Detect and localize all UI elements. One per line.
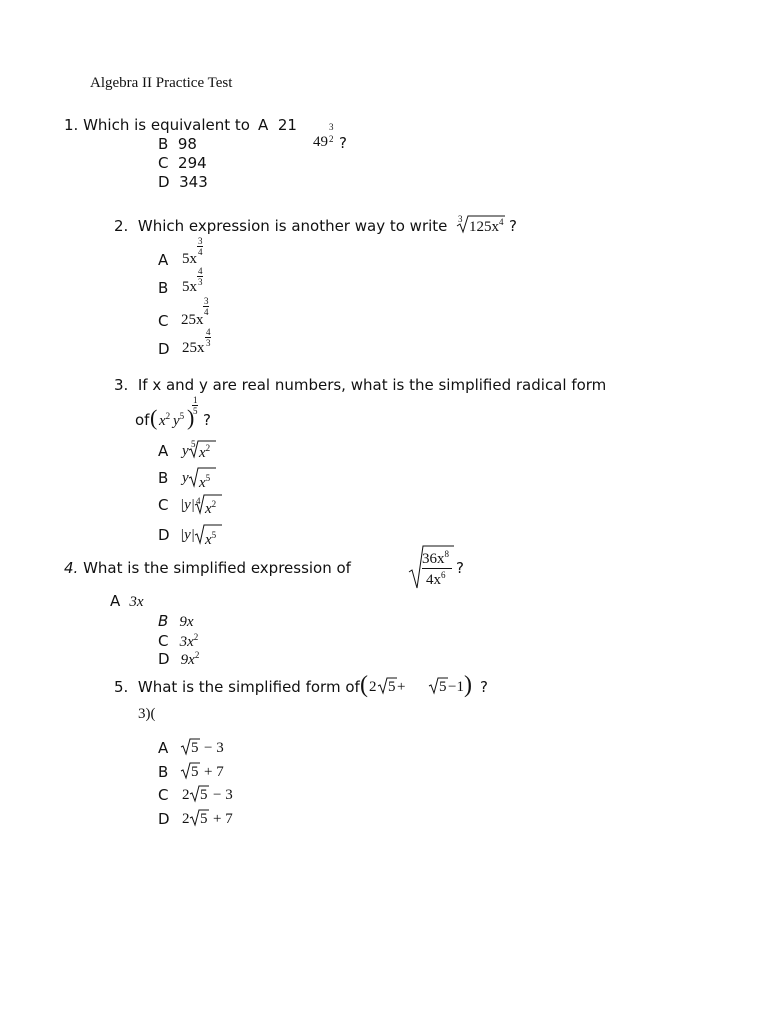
choice-suffix: − 3 xyxy=(204,740,224,756)
choice-radicand xyxy=(199,443,210,462)
choice-suffix: + 7 xyxy=(204,764,224,780)
question-3-text: If x and y are real numbers, what is the simplified radical form xyxy=(137,376,607,394)
choice-exp-num: 4 xyxy=(206,327,211,337)
q4-choice-a xyxy=(110,591,144,611)
choice-letter: D xyxy=(158,340,170,358)
question-4-number: 4. xyxy=(64,559,79,577)
q3-choice-c xyxy=(158,490,278,516)
choice-letter: C xyxy=(158,632,169,650)
left-paren: ( xyxy=(360,672,368,698)
q4-numerator-exp: 8 xyxy=(444,549,449,559)
q3-choice-a xyxy=(158,436,278,460)
question-5-number: 5. xyxy=(114,678,129,696)
choice-value: 98 xyxy=(177,135,197,153)
choice-letter: B xyxy=(158,279,169,297)
choice-radicand: 5 xyxy=(200,811,208,827)
q3-outer-exp-num: 1 xyxy=(193,395,198,405)
choice-suffix: + 7 xyxy=(213,811,233,827)
q5-choice-a xyxy=(158,737,278,759)
choice-value xyxy=(129,594,143,610)
question-2-stem xyxy=(114,217,447,235)
question-1-text: Which is equivalent to xyxy=(83,116,250,134)
q4-numerator xyxy=(422,549,449,568)
page-title: Algebra II Practice Test xyxy=(90,75,233,91)
q2-radicand xyxy=(469,217,504,236)
question-4-stem xyxy=(64,559,351,577)
q3-x-exp: 2 xyxy=(165,411,171,421)
choice-prefix: |y| xyxy=(180,497,195,513)
choice-letter: C xyxy=(158,154,169,172)
q5-left-radicand: 5 xyxy=(388,679,396,695)
question-4-text: What is the simplified expression of xyxy=(83,559,351,577)
choice-value-text: 3x xyxy=(129,594,144,610)
choice-root-index: 5 xyxy=(191,439,196,449)
q3-expression xyxy=(135,395,245,431)
choice-coef: 5x xyxy=(182,279,197,295)
choice-letter: A xyxy=(158,739,169,757)
choice-exp: 2 xyxy=(194,650,200,660)
choice-letter: B xyxy=(158,763,169,781)
q4-choice-b xyxy=(158,611,194,631)
q5-stray-fragment xyxy=(138,706,156,723)
radicand-var: x xyxy=(199,475,206,491)
q5-choice-b xyxy=(158,761,278,783)
choice-letter: A xyxy=(158,251,169,269)
choice-prefix: y xyxy=(182,470,189,486)
choice-letter: A xyxy=(258,116,269,134)
q5-stray-text: 3)( xyxy=(138,706,156,722)
q1-choice-a xyxy=(258,116,297,134)
q4-denominator xyxy=(426,570,446,589)
choice-suffix: − 3 xyxy=(213,787,233,803)
choice-exp: 2 xyxy=(193,632,199,642)
q2-choice-a xyxy=(158,236,258,269)
q1-choice-d xyxy=(158,173,208,191)
q5-choice-d xyxy=(158,808,278,830)
question-5-text: What is the simplified form of xyxy=(137,678,360,696)
q3-y-exp: 5 xyxy=(179,411,185,421)
choice-exp-num: 4 xyxy=(198,266,203,276)
q4-choice-c xyxy=(158,631,198,651)
choice-letter: A xyxy=(110,592,121,610)
choice-exp-den: 4 xyxy=(198,247,203,257)
left-paren: ( xyxy=(150,405,158,430)
q5-plus: + xyxy=(397,679,406,695)
question-5-stem xyxy=(114,678,360,696)
fraction-bar xyxy=(422,568,452,569)
q2-radicand-text: 125x xyxy=(469,219,499,235)
q5-expression xyxy=(360,672,490,702)
radicand-var: x xyxy=(199,445,206,461)
q4-numerator-text: 36x xyxy=(422,551,445,567)
choice-root-index: 4 xyxy=(196,496,201,506)
q2-cube-root xyxy=(455,212,515,236)
q5-left-coef: 2 xyxy=(369,679,377,695)
q4-choice-d xyxy=(158,649,199,669)
choice-letter: B xyxy=(158,469,169,487)
q4-question-mark: ? xyxy=(456,559,464,577)
choice-radicand xyxy=(205,499,216,518)
choice-coef: 2 xyxy=(182,811,190,827)
choice-letter: D xyxy=(158,810,170,828)
question-2-text: Which expression is another way to write xyxy=(137,217,448,235)
choice-letter: B xyxy=(158,612,169,630)
choice-coef: 25x xyxy=(182,340,205,356)
q1-choice-b xyxy=(158,135,197,153)
q5-choice-c xyxy=(158,784,278,806)
radicand-exp: 2 xyxy=(211,499,217,509)
q1-exp-numerator: 3 xyxy=(329,122,334,132)
choice-letter: B xyxy=(158,135,169,153)
choice-value xyxy=(180,634,199,650)
q2-root-index: 3 xyxy=(458,214,463,224)
choice-coef: 5x xyxy=(182,251,197,267)
choice-value: 21 xyxy=(277,116,297,134)
q3-choice-b xyxy=(158,463,278,489)
choice-exp-num: 3 xyxy=(204,296,209,306)
question-3-stem xyxy=(114,376,606,394)
question-1-number: 1. xyxy=(64,116,79,134)
choice-exp-den: 4 xyxy=(204,307,209,317)
choice-letter: C xyxy=(158,786,169,804)
q1-exp-denominator: 2 xyxy=(329,134,334,144)
q1-question-mark: ? xyxy=(339,134,347,152)
radicand-exp: 5 xyxy=(211,530,217,540)
choice-value: 343 xyxy=(179,173,208,191)
choice-exp-num: 3 xyxy=(198,236,203,246)
q1-base: 49 xyxy=(313,134,328,150)
q4-denominator-exp: 6 xyxy=(441,570,446,580)
q1-choice-c xyxy=(158,154,207,172)
radicand-var: x xyxy=(205,532,212,548)
choice-radicand xyxy=(205,530,216,549)
q3-outer-exp-den: 5 xyxy=(193,406,198,416)
choice-radicand: 5 xyxy=(191,764,199,780)
choice-value xyxy=(181,652,200,668)
choice-letter: D xyxy=(158,173,170,191)
q2-choice-d xyxy=(158,326,258,356)
q4-expression xyxy=(408,544,468,590)
q3-x-term: $x^2$ xyxy=(159,411,171,429)
question-2-number: 2. xyxy=(114,217,129,235)
choice-letter: D xyxy=(158,650,170,668)
choice-value xyxy=(179,614,193,630)
q2-choice-c xyxy=(158,296,258,330)
choice-value-text: 3x xyxy=(179,634,194,650)
q2-choice-b xyxy=(158,266,258,296)
right-paren: ) xyxy=(187,405,195,430)
radicand-exp: 2 xyxy=(205,443,211,453)
q5-right-radicand: 5 xyxy=(439,679,447,695)
right-paren: ) xyxy=(464,672,472,698)
choice-radicand: 5 xyxy=(200,787,208,803)
q2-question-mark: ? xyxy=(509,217,517,235)
choice-letter: C xyxy=(158,312,169,330)
q3-choice-d xyxy=(158,520,278,546)
choice-coef: 2 xyxy=(182,787,190,803)
q3-y-term: $y^5$ xyxy=(173,411,185,429)
choice-letter: D xyxy=(158,526,170,544)
q4-denominator-text: 4x xyxy=(426,572,441,588)
choice-exp-den: 3 xyxy=(206,338,211,348)
choice-value: 294 xyxy=(178,154,207,172)
choice-letter: C xyxy=(158,496,169,514)
choice-radicand: 5 xyxy=(191,740,199,756)
choice-prefix: |y| xyxy=(180,527,195,543)
question-1-stem xyxy=(64,116,250,134)
q5-question-mark: ? xyxy=(480,678,488,696)
choice-coef: 25x xyxy=(181,312,204,328)
choice-value-text: 9x xyxy=(180,652,195,668)
choice-exp-den: 3 xyxy=(198,277,203,287)
choice-value-text: 9x xyxy=(179,614,194,630)
choice-letter: A xyxy=(158,442,169,460)
radicand-var: x xyxy=(205,501,212,517)
choice-prefix: y xyxy=(182,443,189,459)
q3-question-mark: ? xyxy=(203,411,211,429)
radicand-exp: 5 xyxy=(205,473,211,483)
q2-radicand-exp: 4 xyxy=(499,217,504,227)
q3-of-word: of xyxy=(135,411,150,429)
q5-minus-one: −1 xyxy=(448,679,464,695)
question-3-number: 3. xyxy=(114,376,129,394)
